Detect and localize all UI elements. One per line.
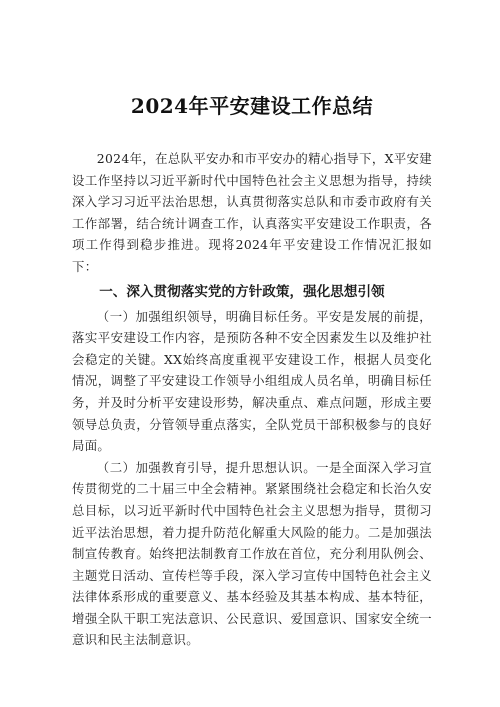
section1-paragraph-2: （二）加强教育引导，提升思想认识。一是全面深入学习宣传贯彻党的二十届三中全会精神。紧紧围绕社会稳定和长治久安总目标，以习近平新时代中国特色社会主义思想为指导，贯彻习近平法治思想，着力提升防范化解重大风险的能力。二是加强法制宣传教育。始终把法制教育工作放在首位，充分利用队例会、主题党日活动、宣传栏等手段，深入学习宣传中国特色社会主义法律体系形成的重要意义、基本经验及其基本构成、基本特征，增强全队干职工宪法意识、公民意识、爱国意识、国家安全统一意识和民主法制意识。 (72, 459, 432, 648)
section1-paragraph-1: （一）加强组织领导，明确目标任务。平安是发展的前提，落实平安建设工作内容，是预防各种不安全因素发生以及维护社会稳定的关键。XX始终高度重视平安建设工作，根据人员变化情况，调整了平安建设工作领导小组组成人员名单，明确目标任务，并及时分析平安建设形势，解决重点、难点问题，形成主要领导总负责，分管领导重点落实，全队党员干部积极参与的良好局面。 (72, 308, 432, 454)
intro-paragraph: 2024年，在总队平安办和市平安办的精心指导下，X平安建设工作坚持以习近平新时代中国特色社会主义思想为指导，持续深入学习习近平法治思想，认真贯彻落实总队和市委市政府有关工作部署，结合统计调查工作，认真落实平安建设工作职责，各项工作得到稳步推进。现将2024年平安建设工作情况汇报如下： (72, 151, 432, 274)
section-heading-1: 一、深入贯彻落实党的方针政策，强化思想引领 (99, 283, 385, 300)
document-title: 2024年平安建设工作总结 (130, 94, 374, 118)
